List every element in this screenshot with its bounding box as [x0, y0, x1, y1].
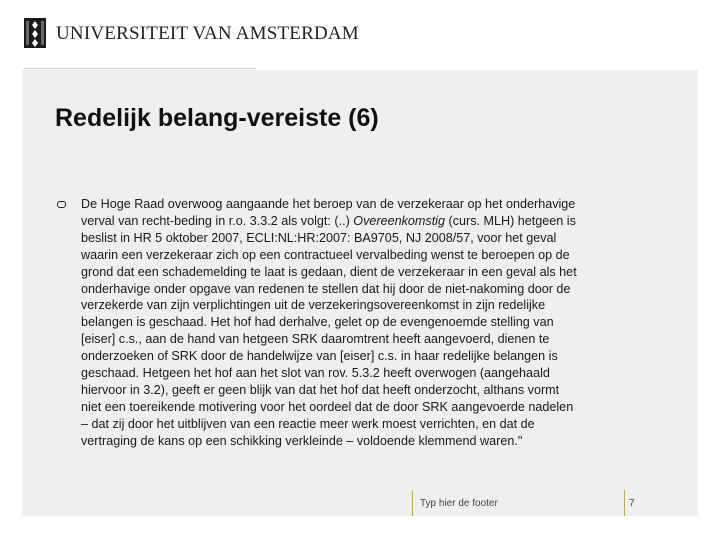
body-line: geschaad. Hetgeen het hof aan het slot van rov. 5.3.2 heeft overwogen (aangehaald — [81, 366, 550, 381]
body-line: grond dat een schademelding te laat is gedaan, dient de verzekeraar in een geval als het — [81, 264, 577, 279]
page-number: 7 — [629, 498, 635, 509]
body-line-italic: Overeenkomstig — [353, 213, 445, 228]
footer-divider — [624, 490, 625, 516]
body-line: hiervoor in 3.2), geeft er geen blijk van dat het hof dat heeft onderzocht, althans vormt — [81, 382, 560, 397]
body-line-end: (curs. MLH) hetgeen is — [445, 213, 576, 228]
body-line: – dat zij door het uitblijven van een reactie meer werk moest verrichten, en dat de — [81, 416, 535, 431]
body-line: [eiser] c.s., aan de hand van hetgeen SRK daaromtrent heeft aangevoerd, dienen te — [81, 332, 550, 347]
body-line: beslist in HR 5 oktober 2007, ECLI:NL:HR:2007: BA9705, NJ 2008/57, voor het geval — [81, 230, 557, 245]
body-line: De Hoge Raad overwoog aangaande het beroep van de verzekeraar op het onderhavige — [81, 197, 576, 211]
slide-title: Redelijk belang-vereiste (6) — [55, 104, 379, 132]
university-logo — [24, 16, 359, 52]
body-line-start: verval van recht-beding in r.o. 3.3.2 als volgt: (..) — [81, 213, 354, 228]
header-divider — [24, 68, 256, 69]
body-line: waarin een verzekeraar zich op een contractueel vervalbeding wenst te beroepen op de — [81, 247, 570, 262]
slide-body — [81, 196, 636, 450]
footer-text: Typ hier de footer — [420, 498, 498, 509]
university-name: UNIVERSITEIT VAN AMSTERDAM — [56, 23, 359, 44]
bullet-icon — [57, 201, 66, 208]
body-line — [81, 213, 636, 230]
body-line: verzekerde van zijn verplichtingen uit de verzekeringsovereenkomst in zijn redelijke — [81, 298, 546, 313]
footer-divider — [412, 490, 413, 516]
body-line: onderzoeken of SRK door de handelwijze van [eiser] c.s. in haar redelijke belangen is — [81, 349, 558, 364]
body-line: vertraging de kans op een schikking verkleinde – voldoende klemmend waren." — [81, 433, 523, 448]
body-line: niet een toereikende motivering voor het oordeel dat de door SRK aangevoerde nadelen — [81, 399, 574, 414]
body-line: belangen is geschaad. Het hof had derhalve, gelet op de evengenoemde stelling van — [81, 315, 554, 330]
body-line: onderhavige onder opgave van redenen te stellen dat hij door de niet-nakoming door de — [81, 281, 571, 296]
uva-crest-icon — [24, 18, 46, 48]
